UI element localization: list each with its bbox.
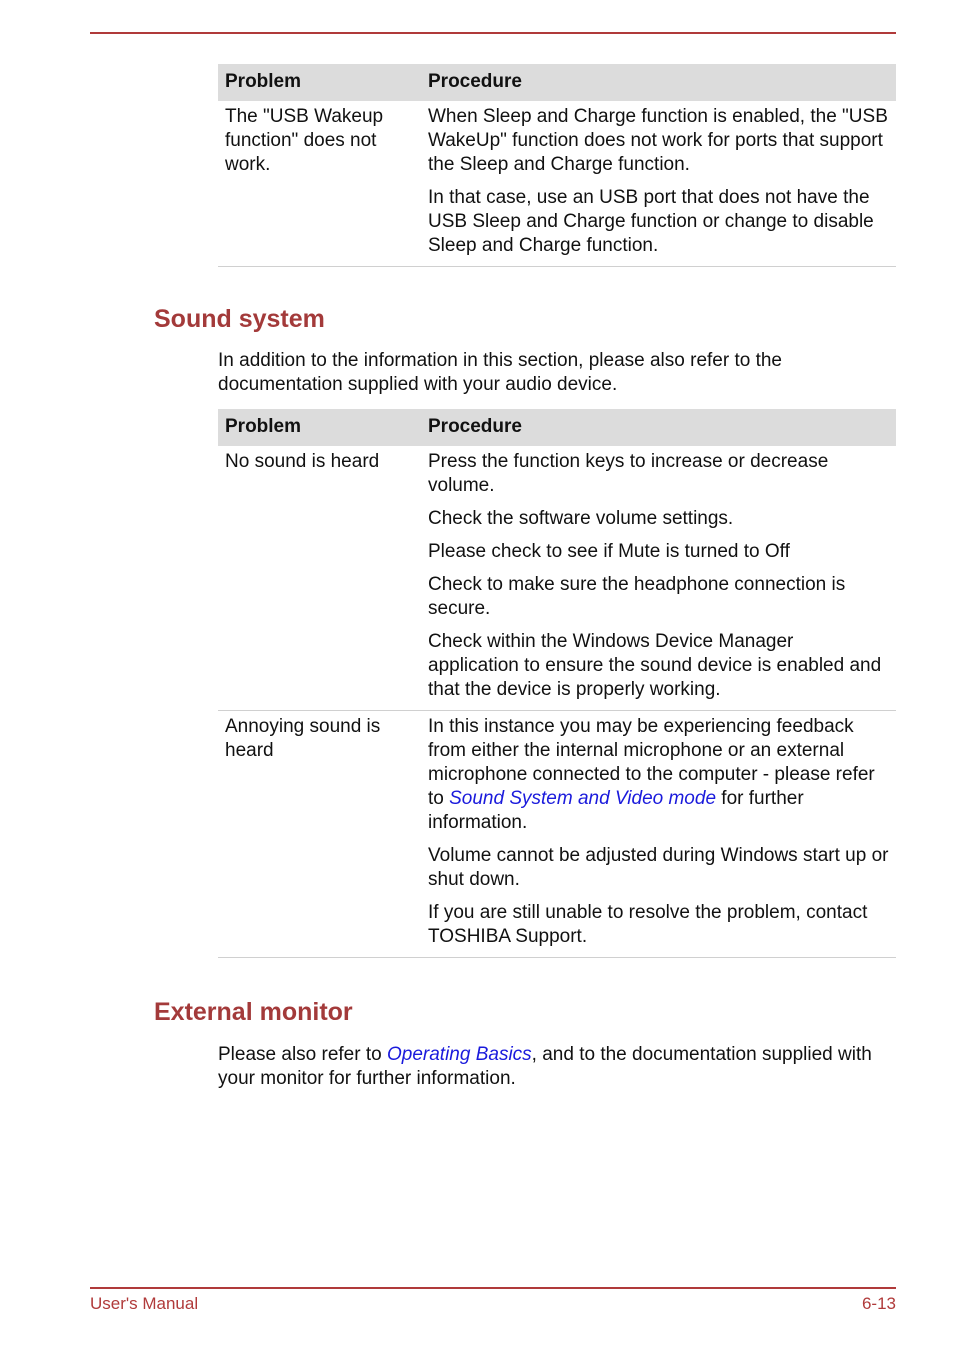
procedure-text: Check the software volume settings. <box>428 508 734 529</box>
section-heading-sound-system: Sound system <box>154 305 325 333</box>
sound-system-intro: In addition to the information in this section, please also refer to the documentation supplied with your audio device. <box>218 350 782 395</box>
table-row <box>218 101 896 267</box>
footer-rule <box>90 1287 896 1289</box>
column-header-problem: Problem <box>218 409 421 446</box>
external-monitor-text-after-link: , and to the documentation supplied with your monitor for further information. <box>218 1044 872 1089</box>
procedure-cell <box>421 711 896 958</box>
footer-manual-title: User's Manual <box>90 1294 199 1313</box>
sound-system-video-mode-link[interactable]: Sound System and Video mode <box>449 788 717 809</box>
column-header-procedure: Procedure <box>421 409 896 446</box>
problem-cell: No sound is heard <box>218 446 421 711</box>
procedure-text: Volume cannot be adjusted during Windows start up or shut down. <box>428 845 889 890</box>
column-header-procedure: Procedure <box>421 64 896 101</box>
header-rule <box>90 32 896 34</box>
table-row <box>218 446 896 711</box>
procedure-cell <box>421 101 896 267</box>
operating-basics-link[interactable]: Operating Basics <box>386 1044 532 1065</box>
procedure-text: In that case, use an USB port that does not have the USB Sleep and Charge function or change to disable Sleep and Charge function. <box>428 187 874 256</box>
external-monitor-text <box>218 1043 896 1091</box>
section-heading-external-monitor: External monitor <box>154 998 353 1026</box>
table-header-row <box>218 409 896 446</box>
procedure-text: If you are still unable to resolve the problem, contact TOSHIBA Support. <box>428 902 868 947</box>
external-monitor-text-before-link: Please also refer to <box>218 1044 387 1065</box>
table-row <box>218 711 896 958</box>
procedure-text-before-link: In this instance you may be experiencing feedback from either the internal microphone or an external microphone connected to the computer - please refer to <box>428 716 875 809</box>
procedure-text: Check within the Windows Device Manager application to ensure the sound device is enabled and that the device is properly working. <box>428 631 882 700</box>
procedure-cell <box>421 446 896 711</box>
footer-page-number: 6-13 <box>861 1294 896 1313</box>
procedure-text: Press the function keys to increase or decrease volume. <box>428 451 829 496</box>
problem-cell: The "USB Wakeup function" does not work. <box>218 101 421 267</box>
table-header-row <box>218 64 896 101</box>
procedure-text: Please check to see if Mute is turned to Off <box>428 541 790 562</box>
sound-problem-table <box>218 409 896 958</box>
procedure-text-after-link: for further information. <box>428 788 804 833</box>
column-header-problem: Problem <box>218 64 421 101</box>
problem-cell: Annoying sound is heard <box>218 711 421 958</box>
procedure-text: When Sleep and Charge function is enabled, the "USB WakeUp" function does not work for ports that support the Sleep and Charge function. <box>428 106 888 175</box>
usb-problem-table <box>218 64 896 267</box>
procedure-text <box>428 715 889 835</box>
procedure-text: Check to make sure the headphone connection is secure. <box>428 574 846 619</box>
